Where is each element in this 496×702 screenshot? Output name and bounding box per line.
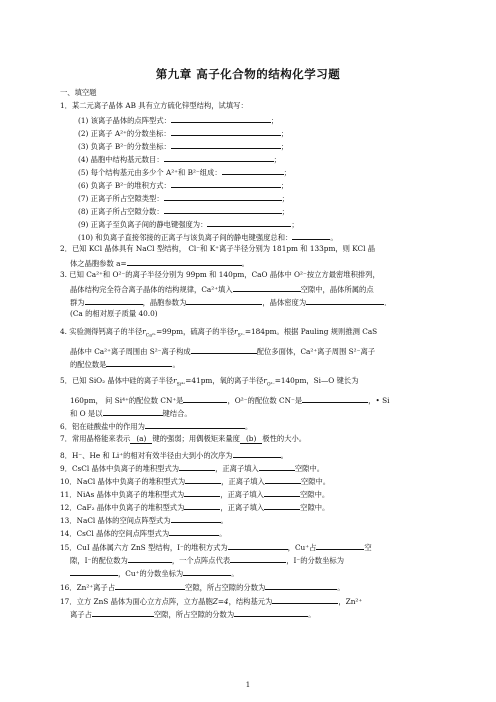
punct: ； — [280, 181, 289, 190]
question-1-item — [78, 127, 288, 138]
item-text: (6) 负离子 B²⁻的堆积方式： — [78, 181, 171, 190]
punct: 。 — [244, 422, 253, 431]
q6-text: 6．铝在硅酸盐中的作用为 — [60, 422, 145, 431]
question-3-note: (Ca 的相对原子质量 40.0) — [70, 309, 158, 318]
answer-blank — [207, 218, 291, 227]
q4-text: 晶体中 Ca²⁺离子周围由 S²⁻离子构成 — [70, 347, 191, 356]
question-3-line: 3. 已知 Ca²⁺和 O²⁻的离子半径分别为 99pm 和 140pm，CaO 晶体中 O²⁻按立方最密堆积排列， — [60, 270, 380, 279]
q5-text: 160pm， 问 Si⁴⁺的配位数 CN⁺是 — [70, 396, 184, 405]
question-1-item — [78, 218, 299, 229]
answer-blank — [179, 462, 215, 471]
radius-subscript: Ca²⁺ — [145, 333, 157, 339]
question-14-line — [60, 527, 226, 538]
q4-text: Ca²⁺离子周围 S²⁻离子 — [300, 347, 376, 356]
question-3-line — [70, 283, 374, 294]
answer-blank — [85, 296, 143, 305]
q3-text: 晶体结构完全符合离子晶体的结构规律，Ca²⁺填入 — [70, 285, 233, 294]
q10-text: 空隙中。 — [300, 477, 331, 486]
question-8-line — [60, 449, 288, 460]
q15-text: ，Cu⁺的分数坐标为 — [118, 569, 184, 578]
q5-text: =140pm，Si—O 键长为 — [274, 376, 359, 385]
answer-blank — [234, 608, 308, 617]
question-1-item — [78, 166, 291, 177]
q5-text: 键结合。 — [162, 409, 192, 418]
q15-text: ，I⁻的分数坐标为 — [286, 556, 344, 565]
q17-text: ，Zn²⁺ — [338, 597, 363, 606]
answer-blank — [171, 514, 221, 523]
answer-blank — [228, 541, 288, 550]
item-text: (5) 每个结构基元由多少个 A²⁺和 B²⁻组成： — [78, 168, 222, 177]
answer-blank — [306, 296, 384, 305]
q10-text: 10．NaCl 晶体中负离子的堆积型式为 — [60, 477, 186, 486]
answer-blank — [292, 231, 330, 240]
punct: ； — [270, 116, 279, 125]
answer-blank — [184, 488, 220, 497]
question-1-item — [78, 140, 288, 151]
question-1-item — [78, 231, 338, 242]
answer-blank — [127, 257, 242, 266]
q8-text: 8．H⁻、He 和 Li⁺的相对有效半径由大到小的次序为 — [60, 451, 233, 460]
answer-blank — [183, 567, 231, 576]
item-text: (8) 正离子所占空隙分数： — [78, 207, 164, 216]
answer-blank — [191, 345, 257, 354]
q15-text: ，一个点阵点代表 — [171, 556, 231, 565]
question-7-line — [60, 434, 306, 444]
question-6-line — [60, 420, 252, 431]
punct: 。 — [172, 360, 180, 369]
q11-text: 空隙中。 — [299, 490, 330, 499]
punct: 。 — [241, 259, 249, 268]
question-16-line — [60, 581, 345, 592]
question-1-item — [78, 179, 288, 190]
answer-blank — [259, 462, 295, 471]
q15-text: 15．CuI 晶体属六方 ZnS 型结构，I⁻的堆积方式为 — [60, 543, 228, 552]
question-12-line — [60, 501, 329, 512]
q17-text: 空隙，所占空隙的分数为 — [153, 610, 235, 619]
answer-blank — [164, 153, 274, 162]
answer-blank — [164, 205, 282, 214]
q11-text: ，正离子填入 — [220, 490, 264, 499]
question-9-line — [60, 462, 324, 473]
answer-blank — [265, 475, 301, 484]
q11-text: 11．NiAs 晶体中负离子的堆积型式为 — [60, 490, 185, 499]
question-1-item — [78, 192, 289, 203]
question-5-line — [70, 394, 389, 405]
punct: 。 — [219, 529, 227, 538]
answer-blank — [316, 541, 364, 550]
punct: 。 — [308, 610, 316, 619]
q7-blank-b: (b) — [240, 434, 262, 444]
q12-text: ，正离子填入 — [220, 503, 265, 512]
question-17-line — [70, 608, 315, 619]
answer-blank — [264, 488, 300, 497]
question-2-line — [70, 257, 249, 268]
answer-blank — [164, 192, 282, 201]
q4-text: 配位多面体， — [256, 347, 301, 356]
question-2-line: 2．已知 KCl 晶体具有 NaCl 型结构， Cl⁻和 K⁺离子半径分别为 181pm 和 133pm，则 KCl 晶 — [60, 244, 376, 253]
question-4-line — [70, 358, 180, 369]
q7-text: 极性的大小。 — [262, 434, 307, 443]
radius-symbol: r — [173, 376, 177, 385]
answer-blank — [115, 581, 185, 590]
q5-text: 和 O 是以 — [70, 409, 103, 418]
answer-blank — [265, 581, 337, 590]
q12-text: 空隙中。 — [300, 503, 330, 512]
punct: 。 — [231, 569, 239, 578]
answer-blank — [171, 114, 271, 123]
q4-text: 4. 实验测得钙离子的半径 — [60, 327, 143, 336]
question-15-line — [70, 567, 239, 578]
item-text: (9) 正离子至负离子间的静电键强度为： — [78, 220, 208, 229]
question-5-line — [70, 407, 192, 418]
section-heading: 一、填空题 — [60, 88, 97, 97]
radius-subscript: O²⁻ — [266, 382, 275, 388]
q3-text: ，晶胞参数为 — [142, 298, 187, 307]
q14-text: 14．CsCl 晶体的空间点阵型式为 — [60, 529, 170, 538]
answer-blank — [272, 595, 338, 604]
q4-text: =99pm，硫离子的半径 — [156, 327, 235, 336]
answer-blank — [103, 407, 163, 416]
item-text: (7) 正离子所占空隙类型： — [78, 194, 164, 203]
q9-text: 9．CsCl 晶体中负离子的堆积型式为 — [60, 464, 180, 473]
punct: ； — [283, 168, 291, 177]
q12-text: 12．CaF₂ 晶体中负离子的堆积型式为 — [60, 503, 185, 512]
answer-blank — [145, 420, 245, 429]
radius-subscript: S²⁻ — [237, 333, 245, 339]
answer-blank — [183, 394, 227, 403]
question-11-line — [60, 488, 329, 499]
q7-blank-a: (a) — [130, 434, 152, 444]
punct: 。 — [330, 233, 338, 242]
item-text: (3) 负离子 B²⁻的分数坐标： — [78, 142, 171, 151]
answer-blank — [70, 567, 118, 576]
answer-blank — [171, 127, 281, 136]
answer-blank — [230, 554, 286, 563]
q17-text: 离子占 — [70, 610, 92, 619]
answer-blank — [92, 608, 154, 617]
q9-text: 空隙中。 — [294, 464, 325, 473]
q5-text: =41pm，氧的离子半径 — [185, 376, 264, 385]
radius-subscript: Si⁴⁺ — [176, 382, 186, 388]
q17-text: ，结构基元为 — [228, 597, 273, 606]
q2-text: 体之晶胞参数 a= — [70, 259, 127, 268]
q3-text: 空隙中，晶体所属的点 — [300, 285, 374, 294]
question-13-line — [60, 514, 228, 525]
radius-symbol: r — [142, 327, 146, 336]
answer-blank — [171, 140, 281, 149]
question-10-line — [60, 475, 330, 486]
q15-text: ，Cu⁺占 — [287, 543, 317, 552]
answer-blank — [233, 449, 281, 458]
question-4-line — [70, 345, 375, 356]
punct: ； — [281, 207, 289, 216]
q16-text: 空隙，所占空隙的分数为 — [185, 583, 266, 592]
item-text: (1) 该离子晶体的点阵型式： — [78, 116, 171, 125]
item-text: (2) 正离子 A²⁺的分数坐标： — [78, 129, 171, 138]
q15-text: 隙，I⁻的配位数为 — [70, 556, 128, 565]
q5-text: ，O²⁻的配位数 CN⁻是 — [227, 396, 303, 405]
q7-text: 键的强弱；用偶极矩来量度 — [152, 434, 240, 443]
q16-text: 16．Zn²⁺离子占 — [60, 583, 116, 592]
question-1-stem: 1．某二元离子晶体 AB 具有立方硫化锌型结构，试填写： — [60, 101, 248, 110]
answer-blank — [302, 394, 368, 403]
item-text: (10) 和负离子直接邻接的正离子与该负离子间的静电键强度总和： — [78, 233, 293, 242]
q17-z: Z=4 — [212, 597, 229, 606]
question-1-item — [78, 153, 281, 164]
answer-blank — [186, 296, 262, 305]
answer-blank — [264, 501, 300, 510]
question-1-item — [78, 114, 278, 125]
q13-text: 13．NaCl 晶体的空间点阵型式为 — [60, 516, 171, 525]
q7-text: 7．常用晶格能来表示 — [60, 434, 131, 443]
question-15-line — [70, 554, 344, 565]
answer-blank — [106, 358, 172, 367]
punct: ； — [281, 194, 289, 203]
answer-blank — [185, 475, 221, 484]
punct: 。 — [280, 451, 288, 460]
q3-text: 群为 — [70, 298, 85, 307]
radius-symbol: r — [234, 327, 238, 336]
answer-blank — [184, 501, 220, 510]
answer-blank — [233, 283, 301, 292]
question-3-line — [70, 296, 391, 307]
punct: ； — [273, 155, 281, 164]
q5-text: ，• Si — [368, 396, 390, 405]
q17-text: 17．立方 ZnS 晶体为面心立方点阵，立方晶胞 — [60, 597, 213, 606]
item-text: (4) 晶胞中结构基元数目： — [78, 155, 164, 164]
punct: ； — [280, 142, 289, 151]
q5-text: 5．已知 SiO₂ 晶体中硅的离子半径 — [60, 376, 174, 385]
question-1-item — [78, 205, 289, 216]
answer-blank — [171, 179, 281, 188]
page-title: 第九章 高子化合物的结构化学习题 — [155, 67, 341, 81]
q3-text: ，晶体密度为 — [262, 298, 307, 307]
q4-text: 的配位数是 — [70, 360, 107, 369]
question-15-line — [60, 541, 372, 552]
answer-blank — [128, 554, 172, 563]
answer-blank — [222, 166, 284, 175]
question-4-line — [60, 327, 377, 340]
q15-text: 空 — [364, 543, 372, 552]
punct: 。 — [337, 583, 345, 592]
question-5-line — [60, 376, 359, 389]
q10-text: ，正离子填入 — [221, 477, 265, 486]
page-number: 1 — [245, 681, 251, 689]
q9-text: ，正离子填入 — [215, 464, 259, 473]
punct: ； — [280, 129, 288, 138]
punct: ； — [291, 220, 299, 229]
q4-text: =184pm。根据 Pauling 规则推测 CaS — [244, 327, 378, 336]
question-17-line — [60, 595, 362, 606]
radius-symbol: r — [263, 376, 267, 385]
punct: 。 — [220, 516, 228, 525]
punct: ． — [384, 298, 392, 307]
answer-blank — [169, 527, 219, 536]
